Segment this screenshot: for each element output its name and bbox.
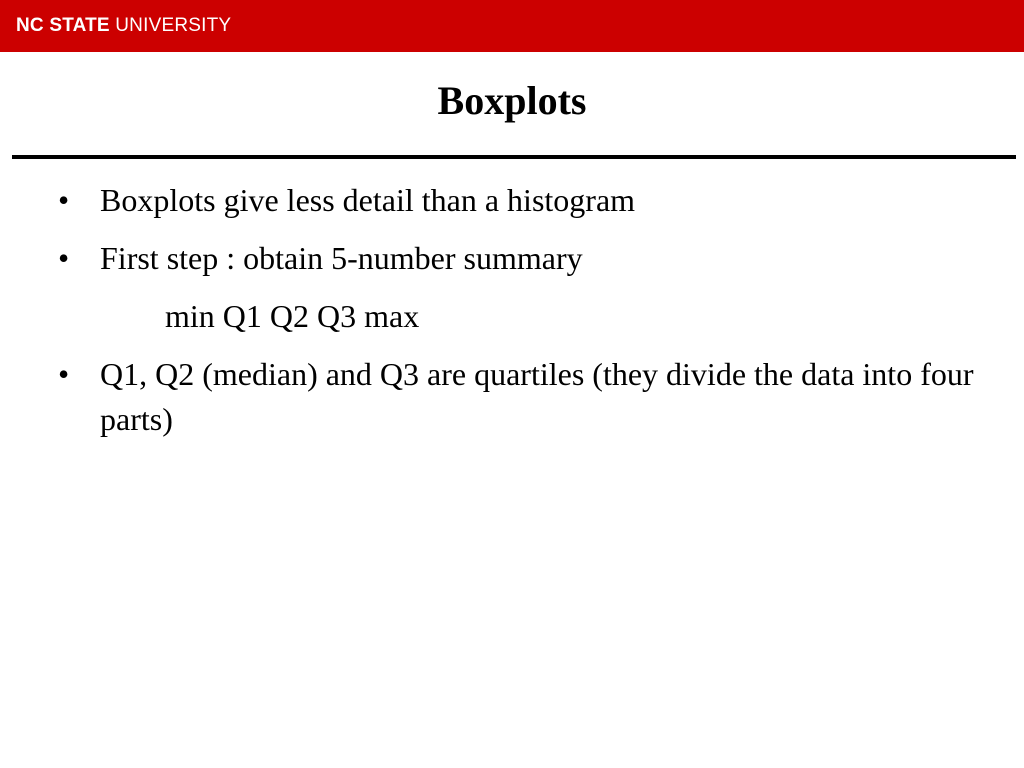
bullet-marker: •	[58, 182, 70, 218]
university-logo	[16, 14, 231, 38]
brand-name-light: UNIVERSITY	[109, 15, 232, 36]
bullet-text: Q1, Q2 (median) and Q3 are quartiles (they divide the data into four parts)	[100, 356, 974, 437]
slide-title: Boxplots	[437, 78, 587, 123]
bullet-marker: •	[58, 240, 70, 276]
bullet-marker: •	[58, 356, 70, 392]
university-banner	[0, 0, 1024, 52]
bullet-text: Boxplots give less detail than a histogram	[100, 182, 636, 218]
bullet-list	[56, 178, 986, 455]
bullet-item	[56, 236, 986, 281]
bullet-text: First step : obtain 5-number summary	[100, 240, 583, 276]
five-number-summary-line: min Q1 Q2 Q3 max	[165, 298, 420, 334]
bullet-item	[56, 178, 986, 223]
bullet-item	[56, 352, 986, 442]
brand-name-bold: NC STATE	[16, 15, 110, 36]
title-divider	[12, 155, 1016, 159]
